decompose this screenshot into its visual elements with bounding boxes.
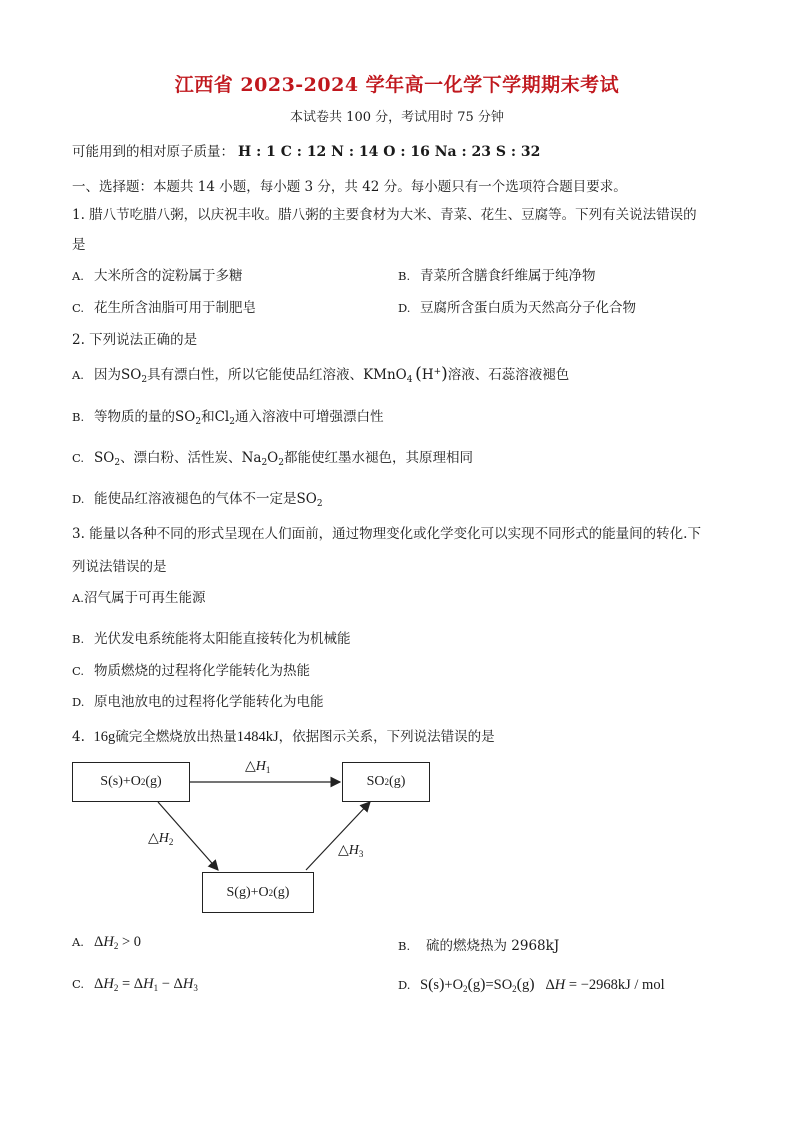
atomic-mass-line xyxy=(72,140,540,160)
q3-option-b: B. 光伏发电系统能将太阳能直接转化为机械能 xyxy=(72,631,351,647)
q3-option-d: D. 原电池放电的过程将化学能转化为电能 xyxy=(72,694,324,710)
q2-option-d: D. 能使品红溶液褪色的气体不一定是$SO_2$ xyxy=(72,491,323,509)
exam-subtitle: 本试卷共 100 分，考试用时 75 分钟 xyxy=(290,110,504,125)
q1-stem-line1: 1. 腊八节吃腊八粥，以庆祝丰收。腊八粥的主要食材为大米、青菜、花生、豆腐等。下列有关说法错误的 xyxy=(72,207,697,223)
q2-option-c: C. $SO_2$、漂白粉、活性炭、$Na_2O_2$都能使红墨水褪色，其原理相同 xyxy=(72,450,473,468)
q2-option-b: B. 等物质的量的$SO_2$和$Cl_2$通入溶液中可增强漂白性 xyxy=(72,409,384,427)
q4-option-d: D. $S(s)+O_2(g)=SO_2(g) \Delta H = -2968kJ$ / mol xyxy=(398,976,665,994)
q3-stem-line1: 3. 能量以各种不同的形式呈现在人们面前，通过物理变化或化学变化可以实现不同形式的能量间的转化.下 xyxy=(72,526,701,542)
atomic-mass-values: H : 1 C : 12 N : 14 O : 16 Na : 23 S : 32 xyxy=(238,144,541,160)
q3-stem-line2: 列说法错误的是 xyxy=(72,559,167,575)
exam-title: 江西省 2023-2024 学年高一化学下学期期末考试 xyxy=(174,74,620,96)
label-dh3: $\triangle H_3$ xyxy=(338,843,364,859)
q1-option-b: B. 青菜所含膳食纤维属于纯净物 xyxy=(398,268,596,284)
q4-option-a: A. $\Delta H_2 > 0$ xyxy=(72,934,141,951)
section-heading: 一、选择题：本题共 14 小题，每小题 3 分，共 42 分。每小题只有一个选项符合题目要求。 xyxy=(72,179,627,195)
q4-stem: 4. 16g硫完全燃烧放出热量1484kJ，依据图示关系，下列说法错误的是 xyxy=(72,729,495,745)
box-reactants: S(s)+O 2 (g) xyxy=(72,762,190,802)
atomic-mass-label: 可能用到的相对原子质量： xyxy=(72,144,234,160)
q4-option-b: B. 硫的燃烧热为 2968kJ xyxy=(398,938,560,954)
box-intermediate: S(g)+O 2 (g) xyxy=(202,872,314,913)
q3-option-c: C. 物质燃烧的过程将化学能转化为热能 xyxy=(72,663,310,679)
hess-cycle-diagram xyxy=(60,752,460,922)
q1-stem-line2: 是 xyxy=(72,237,86,253)
q2-option-a: A. 因为$SO_2$具有漂白性，所以它能使品红溶液、KMnO$_4$ (H+)溶液、石蕊溶液褪色 xyxy=(72,364,570,385)
label-dh1: $\triangle H_1$ xyxy=(245,759,271,775)
q3-option-a: A.沼气属于可再生能源 xyxy=(72,590,206,606)
q1-option-c: C. 花生所含油脂可用于制肥皂 xyxy=(72,300,256,316)
box-product: SO 2 (g) xyxy=(342,762,430,802)
q1-option-a: A. 大米所含的淀粉属于多糖 xyxy=(72,268,243,284)
q2-stem: 2. 下列说法正确的是 xyxy=(72,332,198,348)
arrow-h3 xyxy=(306,802,370,870)
label-dh2: $\triangle H_2$ xyxy=(148,831,174,847)
q1-option-d: D. 豆腐所含蛋白质为天然高分子化合物 xyxy=(398,300,636,316)
q4-option-c: C. $\Delta H_2 = \Delta H_1 - \Delta H_3$ xyxy=(72,976,198,993)
